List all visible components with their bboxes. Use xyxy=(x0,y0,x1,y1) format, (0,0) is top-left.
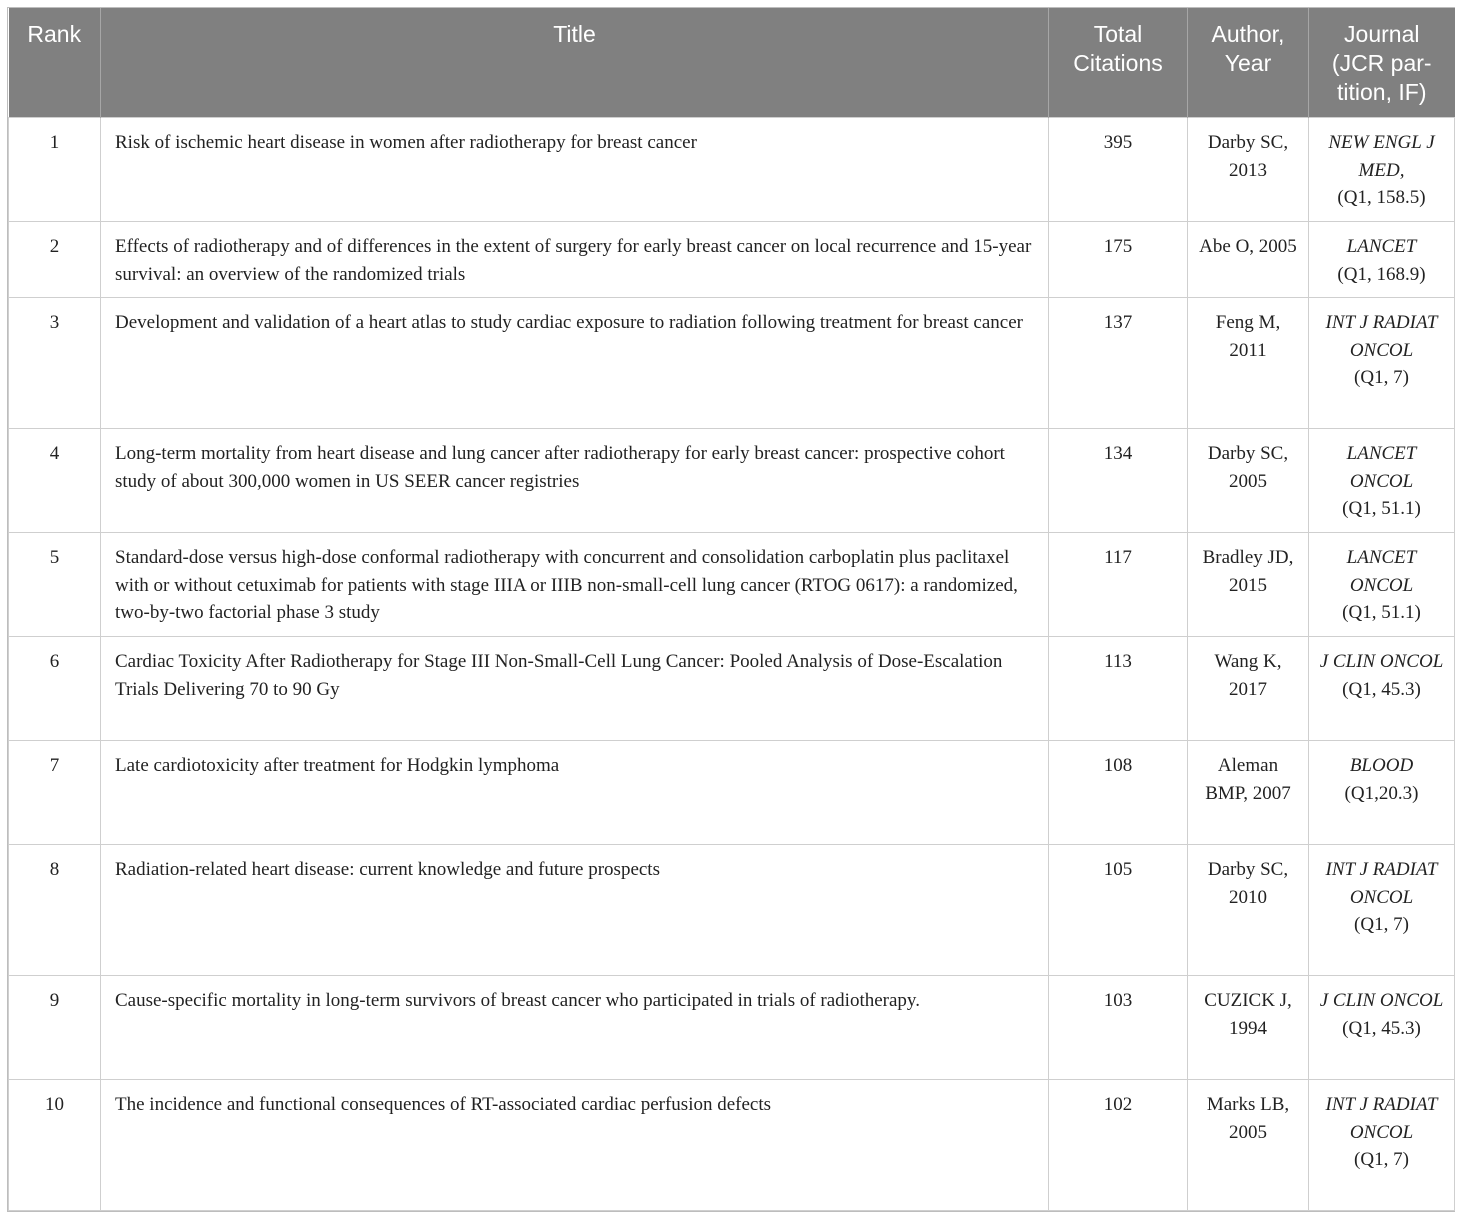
author-cell: Abe O, 2005 xyxy=(1188,222,1309,298)
journal-partition: (Q1, 45.3) xyxy=(1342,678,1421,700)
rank-cell: 8 xyxy=(9,845,101,976)
rank-cell: 9 xyxy=(9,976,101,1080)
journal-name: J CLIN ONCOL xyxy=(1319,990,1444,1012)
title-cell: Radiation-related heart disease: current knowledge and future prospects xyxy=(101,845,1049,976)
header-title: Title xyxy=(101,8,1049,118)
journal-cell xyxy=(1309,533,1455,637)
journal-partition: (Q1,20.3) xyxy=(1344,782,1419,804)
citations-cell: 395 xyxy=(1049,118,1188,222)
citation-table xyxy=(8,8,1455,1211)
author-cell: Darby SC, 2013 xyxy=(1188,118,1309,222)
citations-cell: 175 xyxy=(1049,222,1188,298)
header-author-year: Author, Year xyxy=(1188,8,1309,118)
journal-partition: (Q1, 7) xyxy=(1354,914,1409,936)
table-row xyxy=(9,1080,1455,1211)
citation-table-container xyxy=(7,7,1455,1212)
journal-name: NEW ENGL J MED, xyxy=(1328,132,1435,181)
title-cell: Cause-specific mortality in long-term survivors of breast cancer who participated in trials of radiotherapy. xyxy=(101,976,1049,1080)
table-row xyxy=(9,741,1455,845)
header-journal: Journal (JCR par-tition, IF) xyxy=(1309,8,1455,118)
rank-cell: 2 xyxy=(9,222,101,298)
title-cell: Long-term mortality from heart disease and lung cancer after radiotherapy for early breast cancer: prospective cohort study of about 300,000 women in US SEER cancer registries xyxy=(101,429,1049,533)
journal-partition: (Q1, 51.1) xyxy=(1342,498,1421,520)
journal-partition: (Q1, 7) xyxy=(1354,1149,1409,1171)
journal-cell xyxy=(1309,637,1455,741)
table-row xyxy=(9,976,1455,1080)
table-body xyxy=(9,118,1455,1211)
title-cell: The incidence and functional consequences of RT-associated cardiac perfusion defects xyxy=(101,1080,1049,1211)
journal-name: LANCET ONCOL xyxy=(1346,443,1417,492)
rank-cell: 6 xyxy=(9,637,101,741)
header-total-citations: Total Citations xyxy=(1049,8,1188,118)
author-cell: Feng M, 2011 xyxy=(1188,298,1309,429)
table-row xyxy=(9,845,1455,976)
journal-name: INT J RADIAT ONCOL xyxy=(1325,859,1438,908)
journal-partition: (Q1, 51.1) xyxy=(1342,602,1421,624)
rank-cell: 1 xyxy=(9,118,101,222)
citations-cell: 102 xyxy=(1049,1080,1188,1211)
journal-cell xyxy=(1309,298,1455,429)
author-cell: Wang K, 2017 xyxy=(1188,637,1309,741)
title-cell: Late cardiotoxicity after treatment for Hodgkin lymphoma xyxy=(101,741,1049,845)
author-cell: Marks LB, 2005 xyxy=(1188,1080,1309,1211)
journal-partition: (Q1, 168.9) xyxy=(1337,263,1426,285)
journal-name: INT J RADIAT ONCOL xyxy=(1325,1094,1438,1143)
header-row xyxy=(9,8,1455,118)
journal-name: LANCET xyxy=(1346,236,1417,257)
journal-cell xyxy=(1309,1080,1455,1211)
journal-partition: (Q1, 45.3) xyxy=(1342,1017,1421,1039)
title-cell: Standard-dose versus high-dose conformal radiotherapy with concurrent and consolidation carboplatin plus paclitaxel with or without cetuximab for patients with stage IIIA or IIIB non-small-cell lung cancer (RTOG 0617): a randomized, two-by-two factorial phase 3 study xyxy=(101,533,1049,637)
author-cell: Darby SC, 2010 xyxy=(1188,845,1309,976)
author-cell: CUZICK J, 1994 xyxy=(1188,976,1309,1080)
journal-cell xyxy=(1309,976,1455,1080)
table-row xyxy=(9,429,1455,533)
rank-cell: 4 xyxy=(9,429,101,533)
citations-cell: 134 xyxy=(1049,429,1188,533)
table-row xyxy=(9,222,1455,298)
title-cell: Effects of radiotherapy and of differences in the extent of surgery for early breast cancer on local recurrence and 15-year survival: an overview of the randomized trials xyxy=(101,222,1049,298)
citations-cell: 108 xyxy=(1049,741,1188,845)
journal-cell xyxy=(1309,429,1455,533)
journal-partition: (Q1, 158.5) xyxy=(1337,187,1426,209)
journal-cell xyxy=(1309,118,1455,222)
citations-cell: 103 xyxy=(1049,976,1188,1080)
title-cell: Cardiac Toxicity After Radiotherapy for Stage III Non-Small-Cell Lung Cancer: Pooled Analysis of Dose-Escalation Trials Delivering 70 to 90 Gy xyxy=(101,637,1049,741)
table-row xyxy=(9,118,1455,222)
journal-partition: (Q1, 7) xyxy=(1354,367,1409,389)
table-row xyxy=(9,533,1455,637)
citations-cell: 105 xyxy=(1049,845,1188,976)
rank-cell: 7 xyxy=(9,741,101,845)
author-cell: Aleman BMP, 2007 xyxy=(1188,741,1309,845)
rank-cell: 10 xyxy=(9,1080,101,1211)
journal-cell xyxy=(1309,741,1455,845)
journal-cell xyxy=(1309,222,1455,298)
journal-name: INT J RADIAT ONCOL xyxy=(1325,312,1438,361)
journal-name: BLOOD xyxy=(1349,755,1414,777)
journal-name: J CLIN ONCOL xyxy=(1319,651,1444,673)
rank-cell: 5 xyxy=(9,533,101,637)
title-cell: Development and validation of a heart atlas to study cardiac exposure to radiation following treatment for breast cancer xyxy=(101,298,1049,429)
author-cell: Bradley JD, 2015 xyxy=(1188,533,1309,637)
table-row xyxy=(9,298,1455,429)
citations-cell: 137 xyxy=(1049,298,1188,429)
citations-cell: 117 xyxy=(1049,533,1188,637)
journal-cell xyxy=(1309,845,1455,976)
table-row xyxy=(9,637,1455,741)
journal-name: LANCET ONCOL xyxy=(1346,547,1417,596)
title-cell: Risk of ischemic heart disease in women after radiotherapy for breast cancer xyxy=(101,118,1049,222)
citations-cell: 113 xyxy=(1049,637,1188,741)
author-cell: Darby SC, 2005 xyxy=(1188,429,1309,533)
rank-cell: 3 xyxy=(9,298,101,429)
header-rank: Rank xyxy=(9,8,101,118)
